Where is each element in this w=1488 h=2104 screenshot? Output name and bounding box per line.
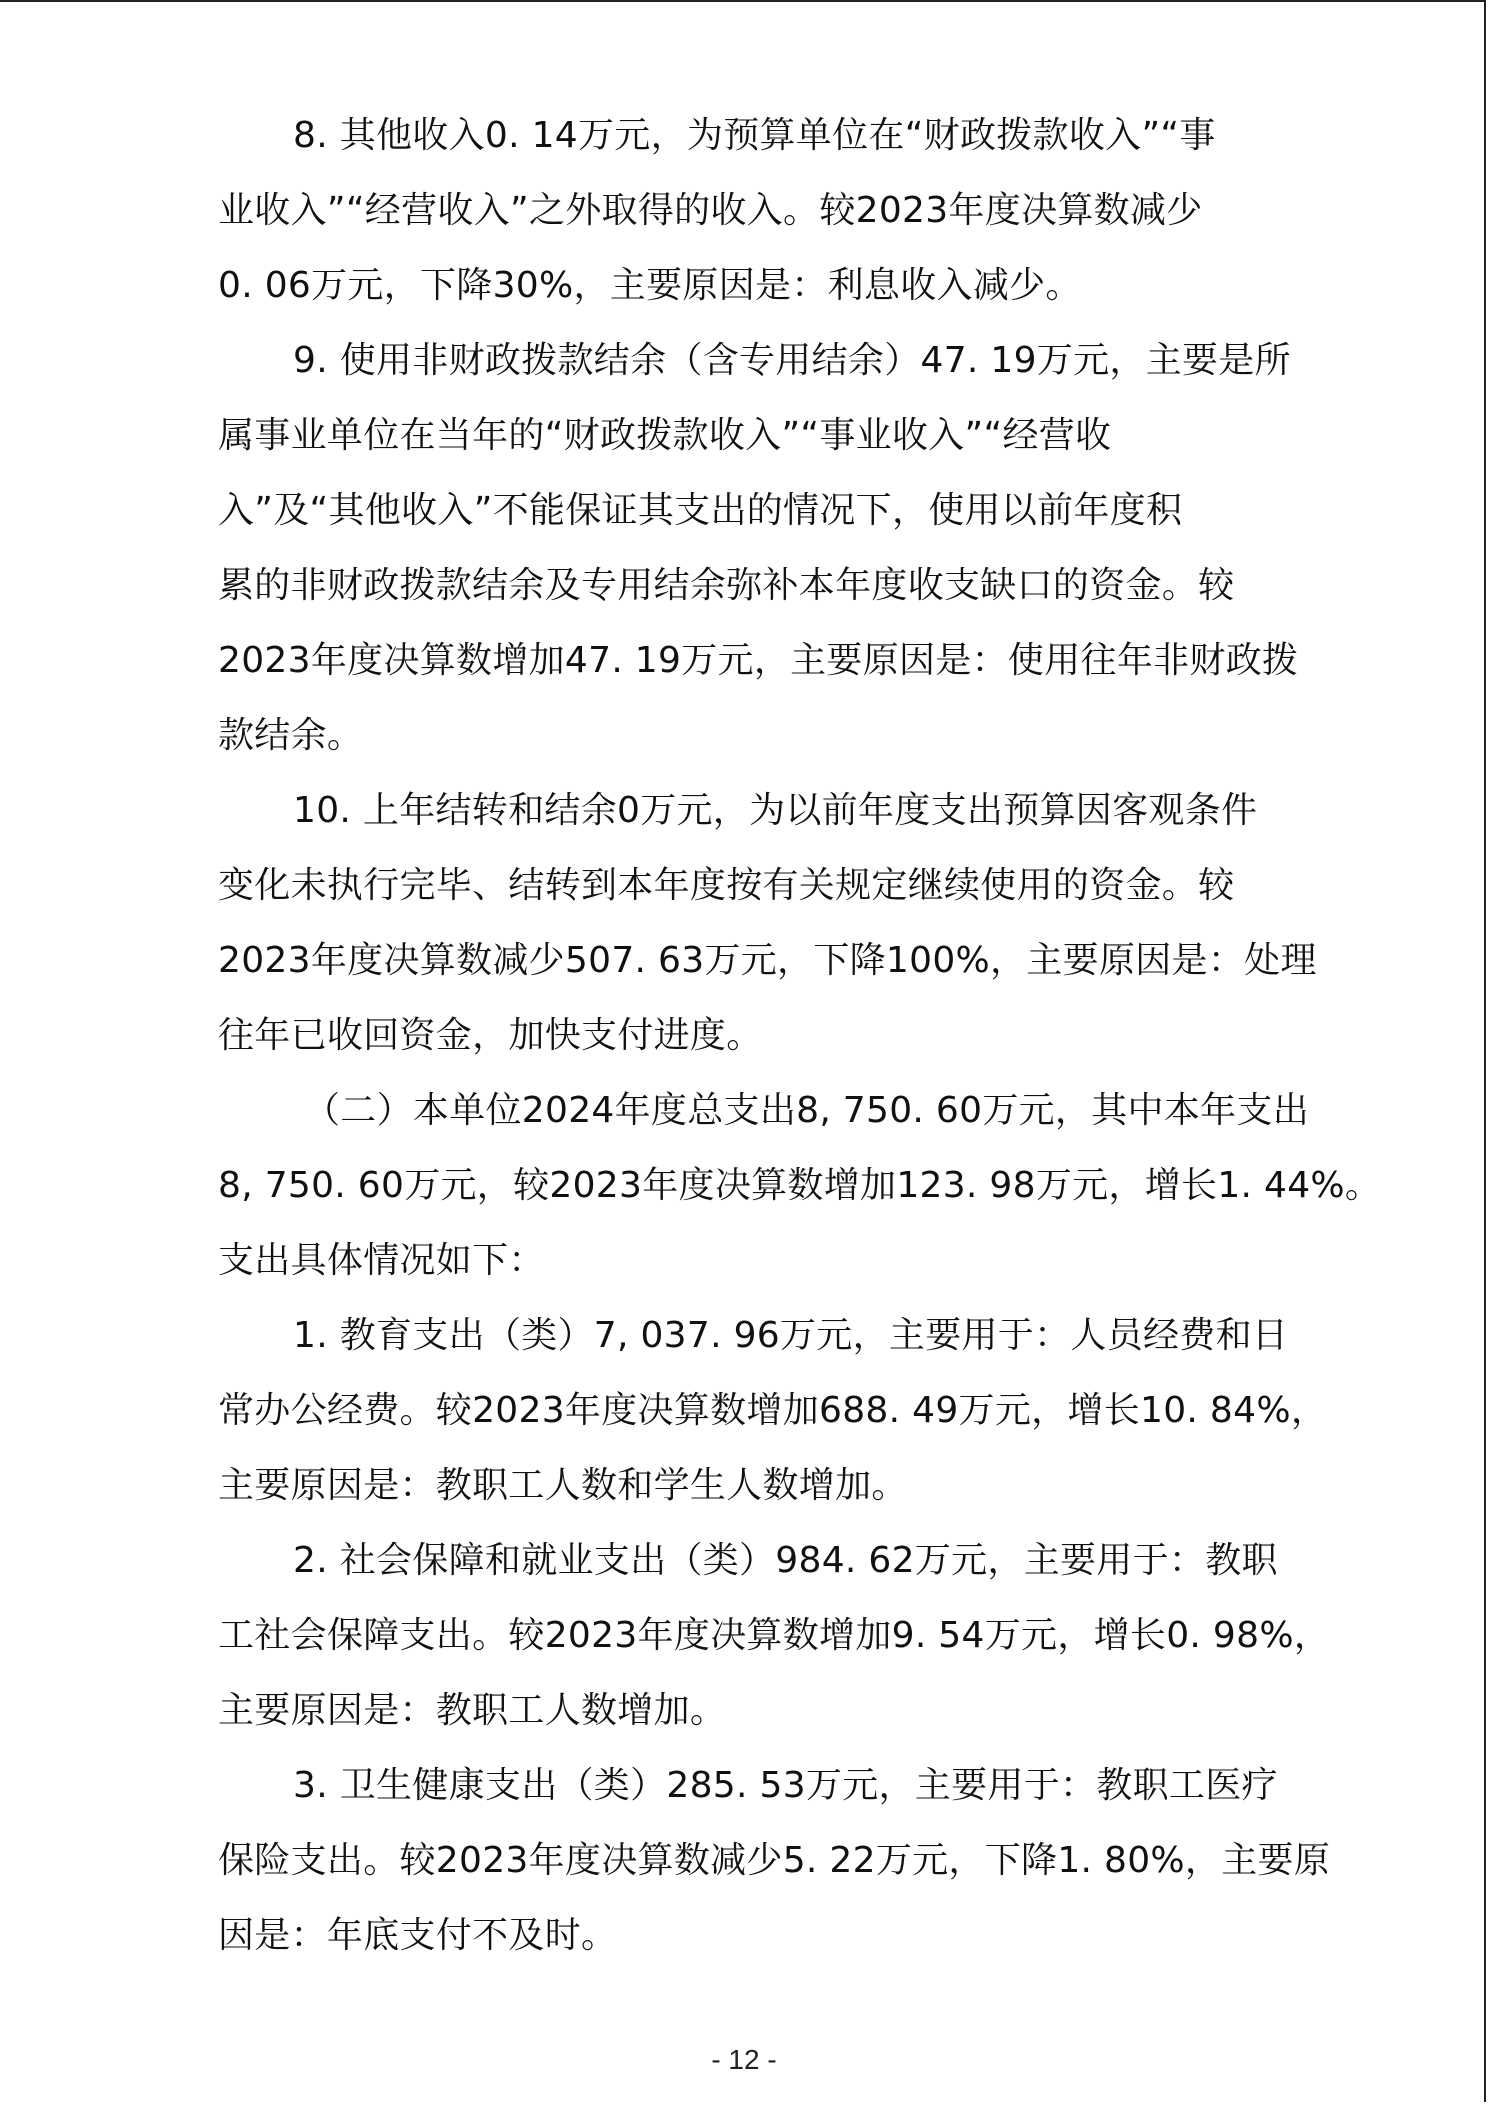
text-line: 2023年度决算数增加47. 19万元，主要原因是：使用往年非财政拨 <box>218 640 1299 681</box>
text-line: 款结余。 <box>218 715 364 756</box>
text-line: 主要原因是：教职工人数增加。 <box>218 1690 727 1731</box>
text-line: 8. 其他收入0. 14万元，为预算单位在“财政拨款收入”“事 <box>293 115 1216 156</box>
text-line: 主要原因是：教职工人数和学生人数增加。 <box>218 1465 908 1506</box>
document-body <box>218 98 1382 1973</box>
text-line: 8, 750. 60万元，较2023年度决算数增加123. 98万元，增长1. 44%。 <box>218 1165 1382 1206</box>
paragraph-education-expenditure <box>218 1298 1328 1523</box>
text-line: 工社会保障支出。较2023年度决算数增加9. 54万元，增长0. 98%， <box>218 1615 1331 1656</box>
text-line: 10. 上年结转和结余0万元，为以前年度支出预算因客观条件 <box>293 790 1258 831</box>
paragraph-total-expenditure <box>218 1073 1382 1298</box>
text-line: 1. 教育支出（类）7, 037. 96万元，主要用于：人员经费和日 <box>293 1315 1289 1356</box>
text-line: 2023年度决算数减少507. 63万元，下降100%，主要原因是：处理 <box>218 940 1317 981</box>
text-line: 常办公经费。较2023年度决算数增加688. 49万元，增长10. 84%， <box>218 1390 1328 1431</box>
text-line: 属事业单位在当年的“财政拨款收入”“事业收入”“经营收 <box>218 415 1112 456</box>
text-line: 0. 06万元，下降30%，主要原因是：利息收入减少。 <box>218 265 1082 306</box>
text-line: 业收入”“经营收入”之外取得的收入。较2023年度决算数减少 <box>218 190 1203 231</box>
text-line: 9. 使用非财政拨款结余（含专用结余）47. 19万元，主要是所 <box>293 340 1291 381</box>
paragraph-other-income <box>218 98 1288 323</box>
text-line: 累的非财政拨款结余及专用结余弥补本年度收支缺口的资金。较 <box>218 565 1235 606</box>
text-line: 变化未执行完毕、结转到本年度按有关规定继续使用的资金。较 <box>218 865 1235 906</box>
paragraph-carryover <box>218 773 1317 1073</box>
page-number: - 12 - <box>711 2044 777 2075</box>
paragraph-non-fiscal-balance <box>218 323 1299 773</box>
text-line: 支出具体情况如下： <box>218 1240 545 1281</box>
paragraph-health-expenditure <box>218 1748 1331 1973</box>
text-line: 保险支出。较2023年度决算数减少5. 22万元，下降1. 80%，主要原 <box>218 1840 1331 1881</box>
text-line: 3. 卫生健康支出（类）285. 53万元，主要用于：教职工医疗 <box>293 1765 1278 1806</box>
text-line: 入”及“其他收入”不能保证其支出的情况下，使用以前年度积 <box>218 490 1183 531</box>
text-line: 因是：年底支付不及时。 <box>218 1915 618 1956</box>
text-line: 往年已收回资金，加快支付进度。 <box>218 1015 763 1056</box>
text-line: 2. 社会保障和就业支出（类）984. 62万元，主要用于：教职 <box>293 1540 1278 1581</box>
paragraph-social-security-expenditure <box>218 1523 1331 1748</box>
text-line: （二）本单位2024年度总支出8, 750. 60万元，其中本年支出 <box>304 1090 1310 1131</box>
